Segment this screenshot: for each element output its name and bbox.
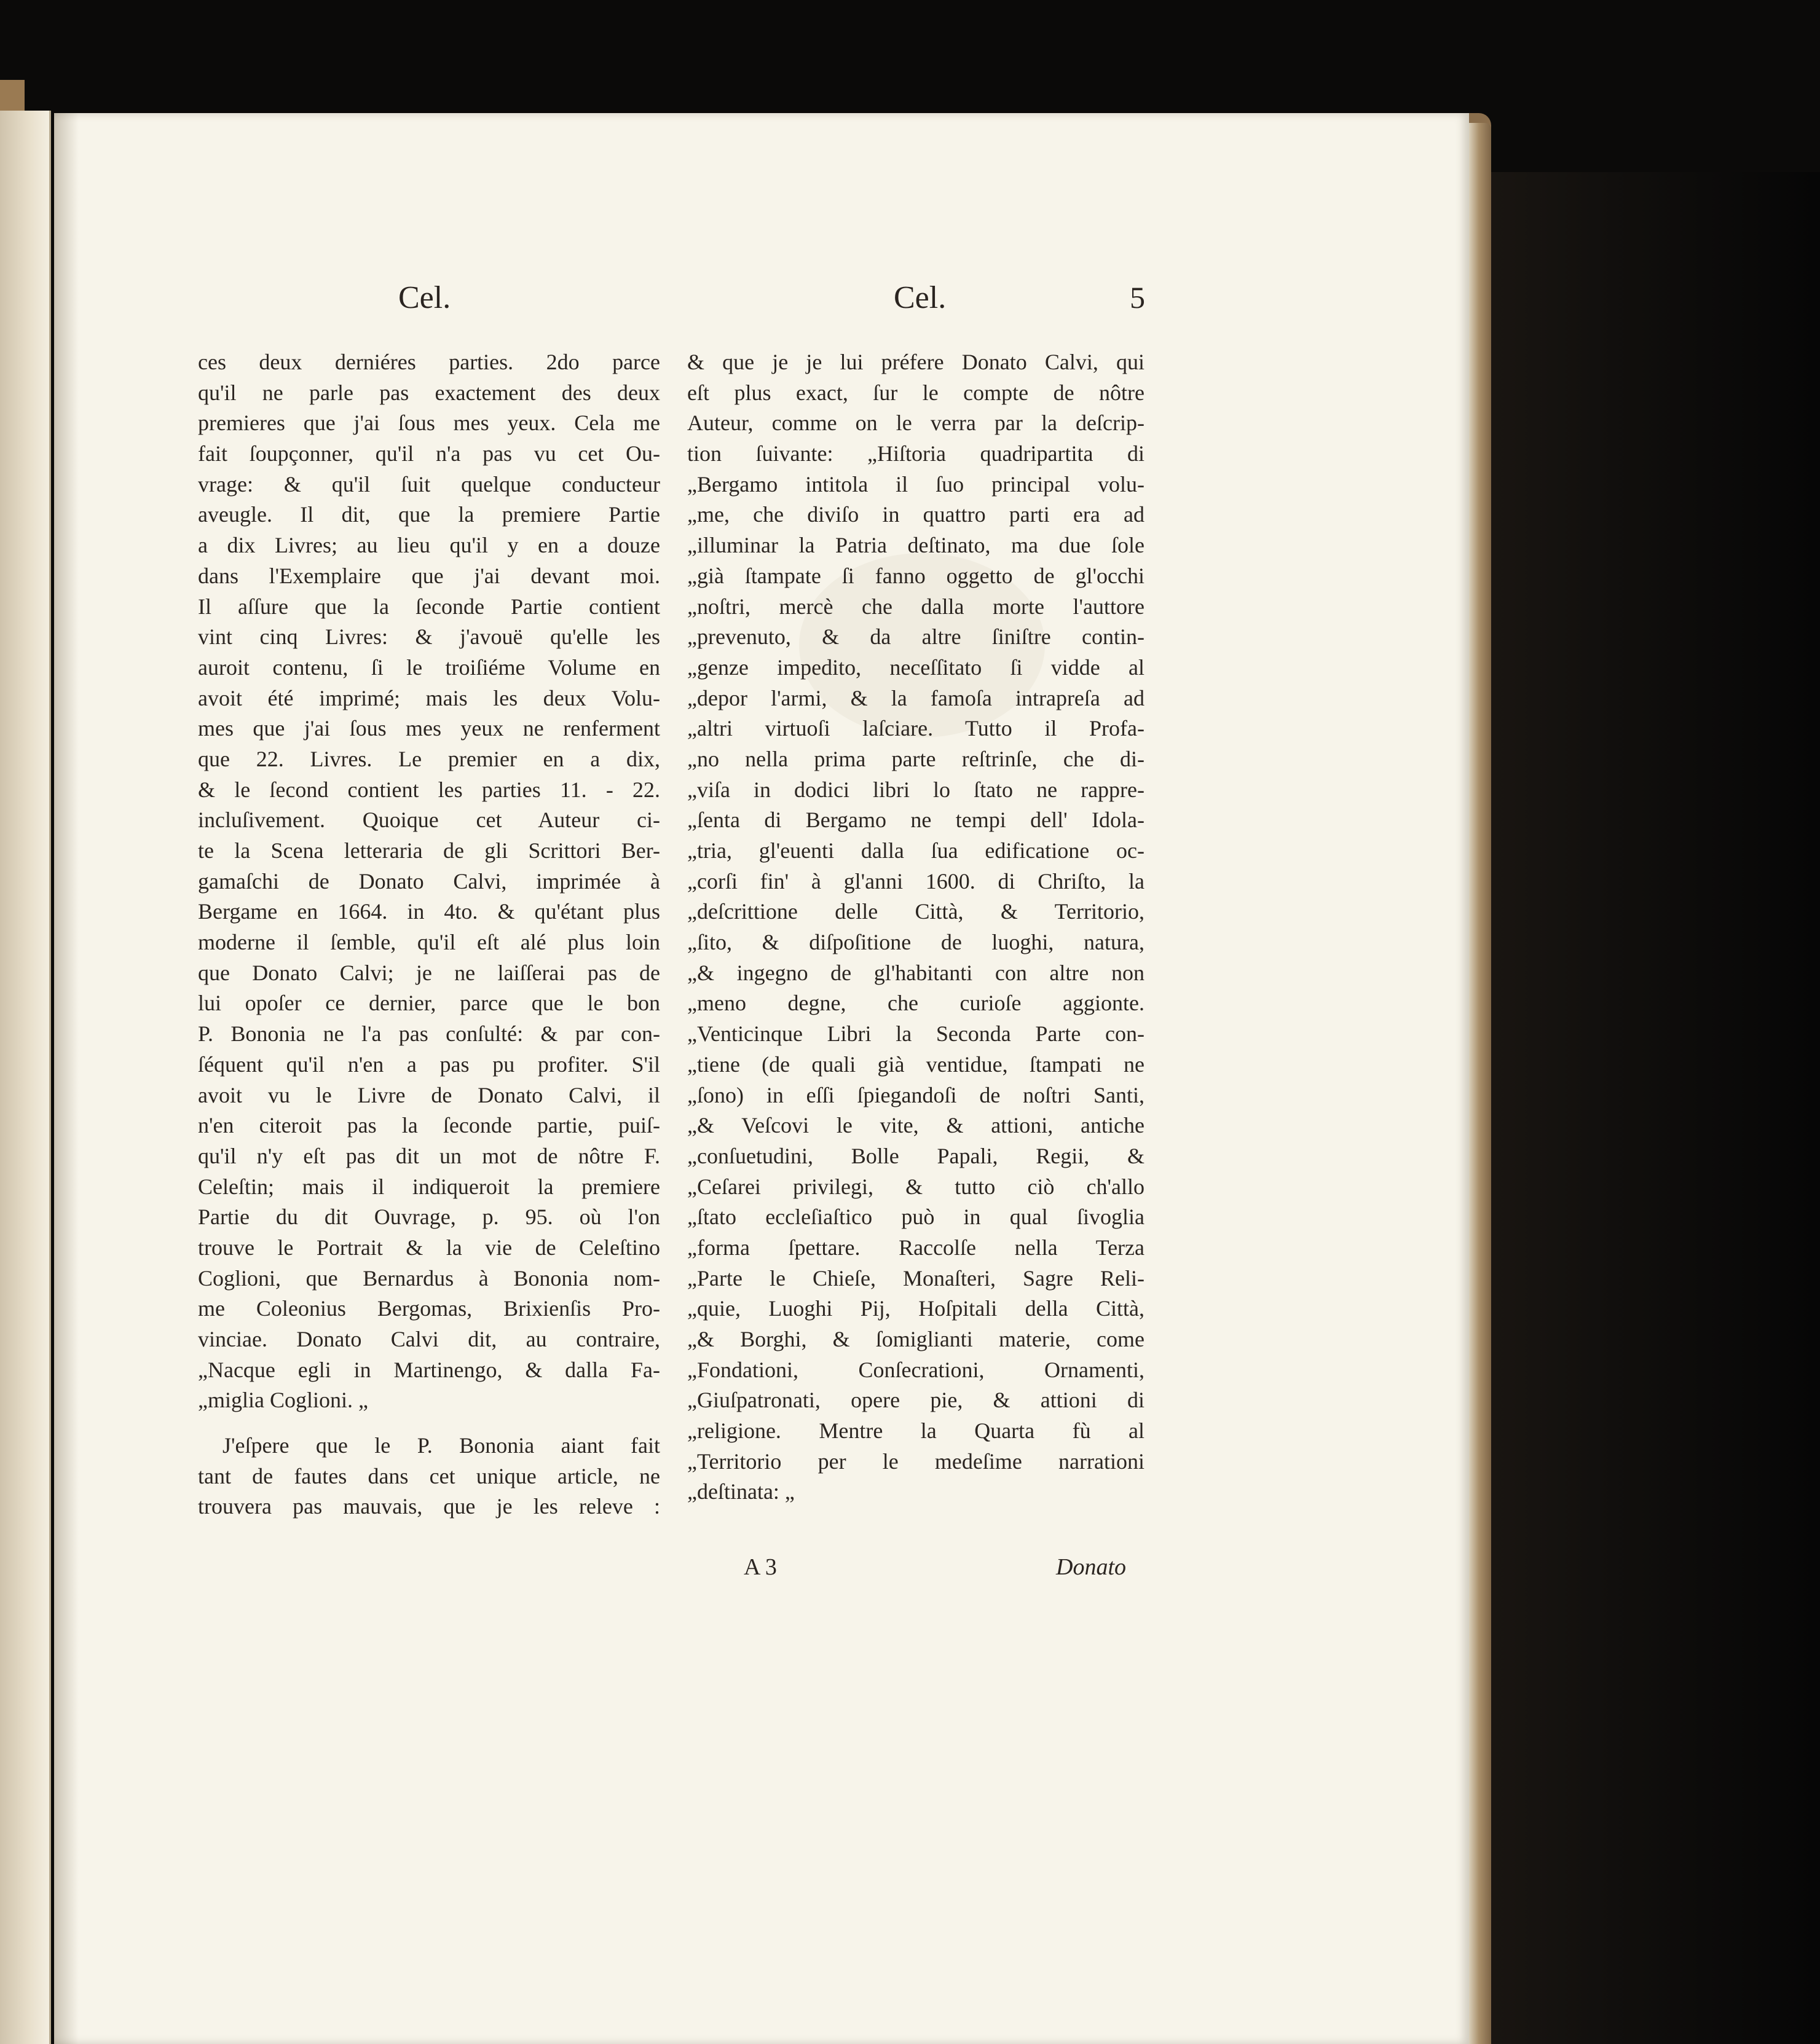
text-line: avoit vu le Livre de Donato Calvi, il [198, 1082, 660, 1107]
text-line: „Bergamo intitola il ſuo principal volu- [687, 471, 1144, 497]
text-line: n'en citeroit pas la ſeconde partie, puiſ- [198, 1113, 660, 1138]
text-line: P. Bononia ne l'a pas conſulté: & par con- [198, 1021, 660, 1047]
text-line: vrage: & qu'il ſuit quelque conducteur [198, 471, 660, 497]
facing-page-edge [0, 111, 51, 2044]
text-line: „tiene (de quali già ventidue, ſtampati ne [687, 1051, 1144, 1077]
text-line: que 22. Livres. Le premier en a dix, [198, 746, 660, 771]
text-line: qu'il n'y eſt pas dit un mot de nôtre F. [198, 1143, 660, 1168]
text-line: „tria, gl'euenti dalla ſua edificatione oc- [687, 838, 1144, 863]
text-line: trouve le Portrait & la vie de Celeſtino [198, 1235, 660, 1260]
text-line: „Venticinque Libri la Seconda Parte con- [687, 1021, 1144, 1047]
text-line: „Parte le Chieſe, Monaſteri, Sagre Reli- [687, 1265, 1144, 1291]
text-line: Partie du dit Ouvrage, p. 95. où l'on [198, 1205, 660, 1230]
text-line: „quie, Luoghi Pij, Hoſpitali della Città, [687, 1296, 1144, 1321]
page-number: 5 [1130, 280, 1145, 315]
text-line: J'eſpere que le P. Bononia aiant fait [223, 1433, 660, 1458]
background-shadow [1475, 172, 1820, 2044]
text-line: mes que j'ai ſous mes yeux ne renferment [198, 716, 660, 741]
running-head-left: Cel. [398, 280, 451, 315]
text-line: „miglia Coglioni. „ [198, 1388, 368, 1413]
text-line: „ſtato eccleſiaſtico può in qual ſivoglia [687, 1205, 1144, 1230]
text-line: „meno degne, che curioſe aggionte. [687, 991, 1144, 1016]
right-column [687, 347, 1144, 1507]
text-line: „corſi fin' à gl'anni 1600. di Chriſto, la [687, 868, 1144, 894]
text-line: incluſivement. Quoique cet Auteur ci- [198, 808, 660, 833]
text-line: „ſenta di Bergamo ne tempi dell' Idola- [687, 808, 1144, 833]
text-line: „deſcrittione delle Città, & Territorio, [687, 899, 1144, 924]
text-line: „& ingegno de gl'habitanti con altre non [687, 960, 1144, 985]
text-line: „illuminar la Patria deſtinato, ma due ſole [687, 533, 1144, 558]
text-line: moderne il ſemble, qu'il eſt alé plus loin [198, 930, 660, 955]
text-line: „no nella prima parte reſtrinſe, che di- [687, 746, 1144, 771]
text-line: lui opoſer ce dernier, parce que le bon [198, 991, 660, 1016]
text-line: „già ſtampate ſi fanno oggetto de gl'occhi [687, 563, 1144, 588]
text-line: „ſito, & diſpoſitione de luoghi, natura, [687, 930, 1144, 955]
text-line: tion ſuivante: „Hiſtoria quadripartita di [687, 441, 1144, 466]
text-line: Celeſtin; mais il indiqueroit la premiere [198, 1174, 660, 1199]
text-line: a dix Livres; au lieu qu'il y en a douze [198, 533, 660, 558]
text-line: trouvera pas mauvais, que je les releve : [198, 1494, 660, 1519]
text-line: „conſuetudini, Bolle Papali, Regii, & [687, 1143, 1144, 1168]
text-line: „Territorio per le medeſime narrationi [687, 1448, 1144, 1474]
running-head-right: Cel. [894, 280, 947, 315]
text-line: „& Borghi, & ſomiglianti materie, come [687, 1327, 1144, 1351]
text-line: ces deux derniéres parties. 2do parce [198, 350, 660, 374]
text-line: tant de fautes dans cet unique article, ne [198, 1463, 660, 1488]
text-line: eſt plus exact, ſur le compte de nôtre [687, 380, 1144, 405]
text-line: Il aſſure que la ſeconde Partie contient [198, 594, 660, 619]
text-line: Bergame en 1664. in 4to. & qu'étant plus [198, 899, 660, 924]
text-line: avoit été imprimé; mais les deux Volu- [198, 685, 660, 710]
text-line: vint cinq Livres: & j'avouë qu'elle les [198, 624, 660, 650]
text-line: auroit contenu, ſi le troiſiéme Volume en [198, 654, 660, 680]
text-line: „genze impedito, neceſſitato ſi vidde al [687, 654, 1144, 680]
text-line: qu'il ne parle pas exactement des deux [198, 380, 660, 405]
signature-mark: A 3 [744, 1554, 777, 1580]
text-line: „Nacque egli in Martinengo, & dalla Fa- [198, 1357, 660, 1382]
text-line: Coglioni, que Bernardus à Bononia nom- [198, 1265, 660, 1291]
text-line: „Fondationi, Conſecrationi, Ornamenti, [687, 1357, 1144, 1382]
book-page-edges [1469, 123, 1491, 2044]
text-line: „Ceſarei privilegi, & tutto ciò ch'allo [687, 1174, 1144, 1199]
text-line: aveugle. Il dit, que la premiere Partie [198, 502, 660, 527]
text-line: vinciae. Donato Calvi dit, au contraire, [198, 1327, 660, 1351]
catchword: Donato [1056, 1554, 1126, 1580]
text-line: & que je je lui préfere Donato Calvi, qui [687, 350, 1144, 374]
text-line: „noſtri, mercè che dalla morte l'auttore [687, 594, 1144, 619]
text-line: „me, che diviſo in quattro parti era ad [687, 502, 1144, 527]
text-line: te la Scena letteraria de gli Scrittori Ber- [198, 838, 660, 863]
text-line: que Donato Calvi; je ne laiſſerai pas de [198, 960, 660, 985]
left-column [198, 347, 660, 1522]
text-line: Auteur, comme on le verra par la deſcrip- [687, 411, 1144, 436]
text-line: dans l'Exemplaire que j'ai devant moi. [198, 563, 660, 588]
text-line: „& Veſcovi le vite, & attioni, antiche [687, 1113, 1144, 1138]
text-line: me Coleonius Bergomas, Brixienſis Pro- [198, 1296, 660, 1321]
text-line: „deſtinata: „ [687, 1479, 795, 1504]
text-line: „ſono) in eſſi ſpiegandoſi de noſtri Santi, [687, 1082, 1144, 1107]
text-line: „religione. Mentre la Quarta fù al [687, 1418, 1144, 1444]
page-gutter [54, 113, 79, 2044]
text-line: „viſa in dodici libri lo ſtato ne rappre- [687, 777, 1144, 802]
text-line: fait ſoupçonner, qu'il n'a pas vu cet Ou- [198, 441, 660, 466]
text-line: „forma ſpettare. Raccolſe nella Terza [687, 1235, 1144, 1260]
text-line: ſéquent qu'il n'en a pas pu profiter. S'il [198, 1051, 660, 1077]
text-line: „prevenuto, & da altre ſiniſtre contin- [687, 624, 1144, 650]
text-line: premieres que j'ai ſous mes yeux. Cela me [198, 411, 660, 436]
text-line: gamaſchi de Donato Calvi, imprimée à [198, 868, 660, 894]
text-line: „depor l'armi, & la famoſa intrapreſa ad [687, 685, 1144, 710]
text-line: „altri virtuoſi laſciare. Tutto il Profa- [687, 716, 1144, 741]
text-line: „Giuſpatronati, opere pie, & attioni di [687, 1388, 1144, 1413]
text-line: & le ſecond contient les parties 11. - 22. [198, 777, 660, 802]
